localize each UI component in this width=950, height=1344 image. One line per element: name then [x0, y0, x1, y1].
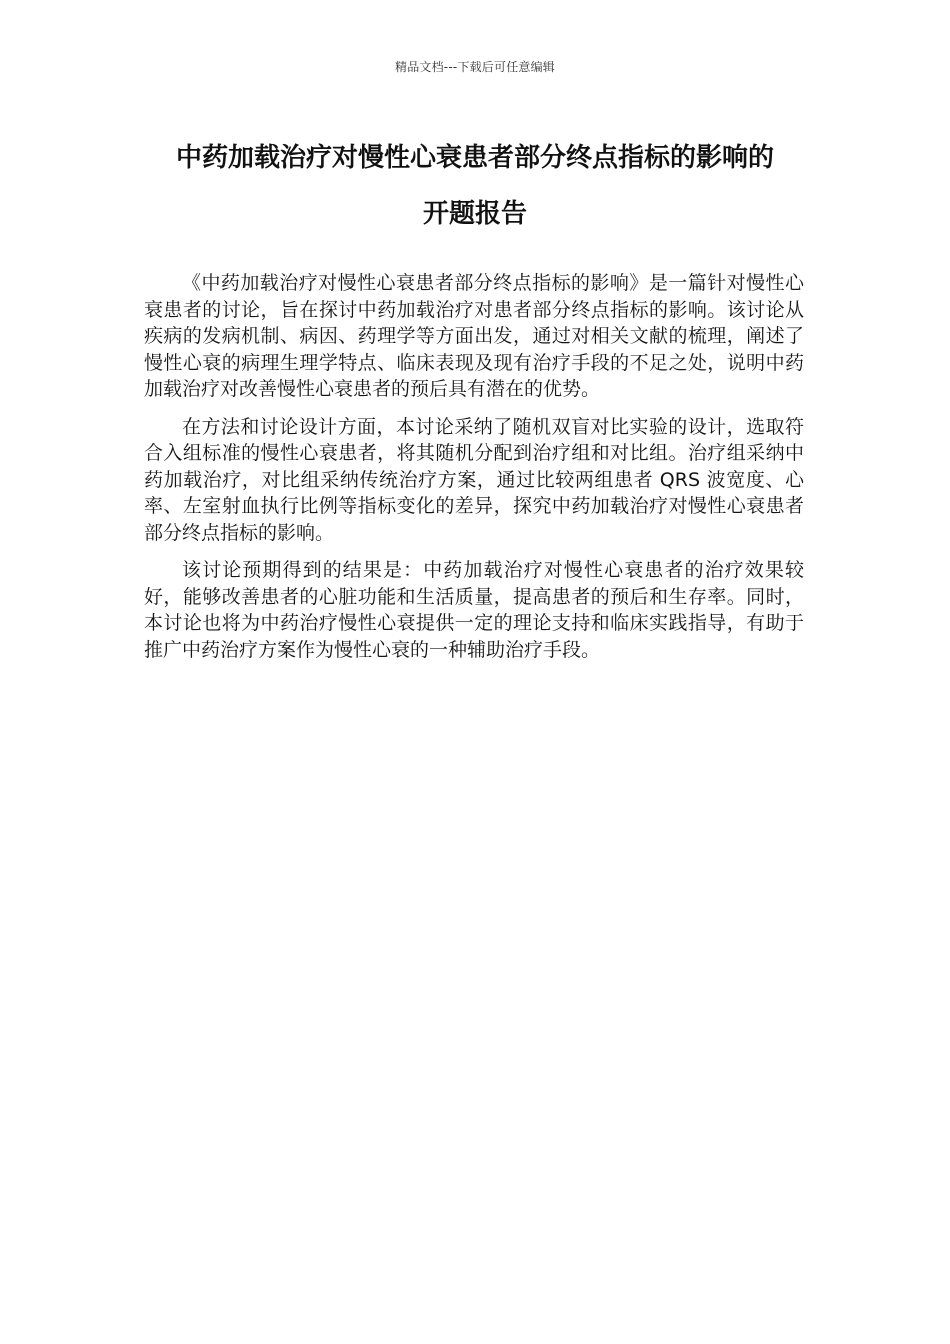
header-note: 精品文档---下载后可任意编辑: [395, 60, 555, 74]
title-line-1: 中药加载治疗对慢性心衰患者部分终点指标的影响的: [175, 143, 774, 173]
paragraph-methods: 在方法和讨论设计方面，本讨论采纳了随机双盲对比实验的设计，选取符合入组标准的慢性心衰患者，将其随机分配到治疗组和对比组。治疗组采纳中药加载治疗，对比组采纳传统治疗方案，通过比较两组患者 QRS 波宽度、心率、左室射血执行比例等指标变化的差异，探究中药加载治疗对慢性心衰患者部分终点指标的影响。: [144, 415, 804, 544]
paragraph-intro: 《中药加载治疗对慢性心衰患者部分终点指标的影响》是一篇针对慢性心衰患者的讨论，旨在探讨中药加载治疗对患者部分终点指标的影响。该讨论从疾病的发病机制、病因、药理学等方面出发，通过对相关文献的梳理，阐述了慢性心衰的病理生理学特点、临床表现及现有治疗手段的不足之处，说明中药加载治疗对改善慢性心衰患者的预后具有潜在的优势。: [144, 272, 804, 400]
title-line-2: 开题报告: [422, 199, 527, 229]
document-body: [144, 270, 804, 674]
document-title: [130, 130, 820, 242]
paragraph-expected-results: 该讨论预期得到的结果是：中药加载治疗对慢性心衰患者的治疗效果较好，能够改善患者的心脏功能和生活质量，提高患者的预后和生存率。同时，本讨论也将为中药治疗慢性心衰提供一定的理论支持和临床实践指导，有助于推广中药治疗方案作为慢性心衰的一种辅助治疗手段。: [144, 559, 804, 661]
